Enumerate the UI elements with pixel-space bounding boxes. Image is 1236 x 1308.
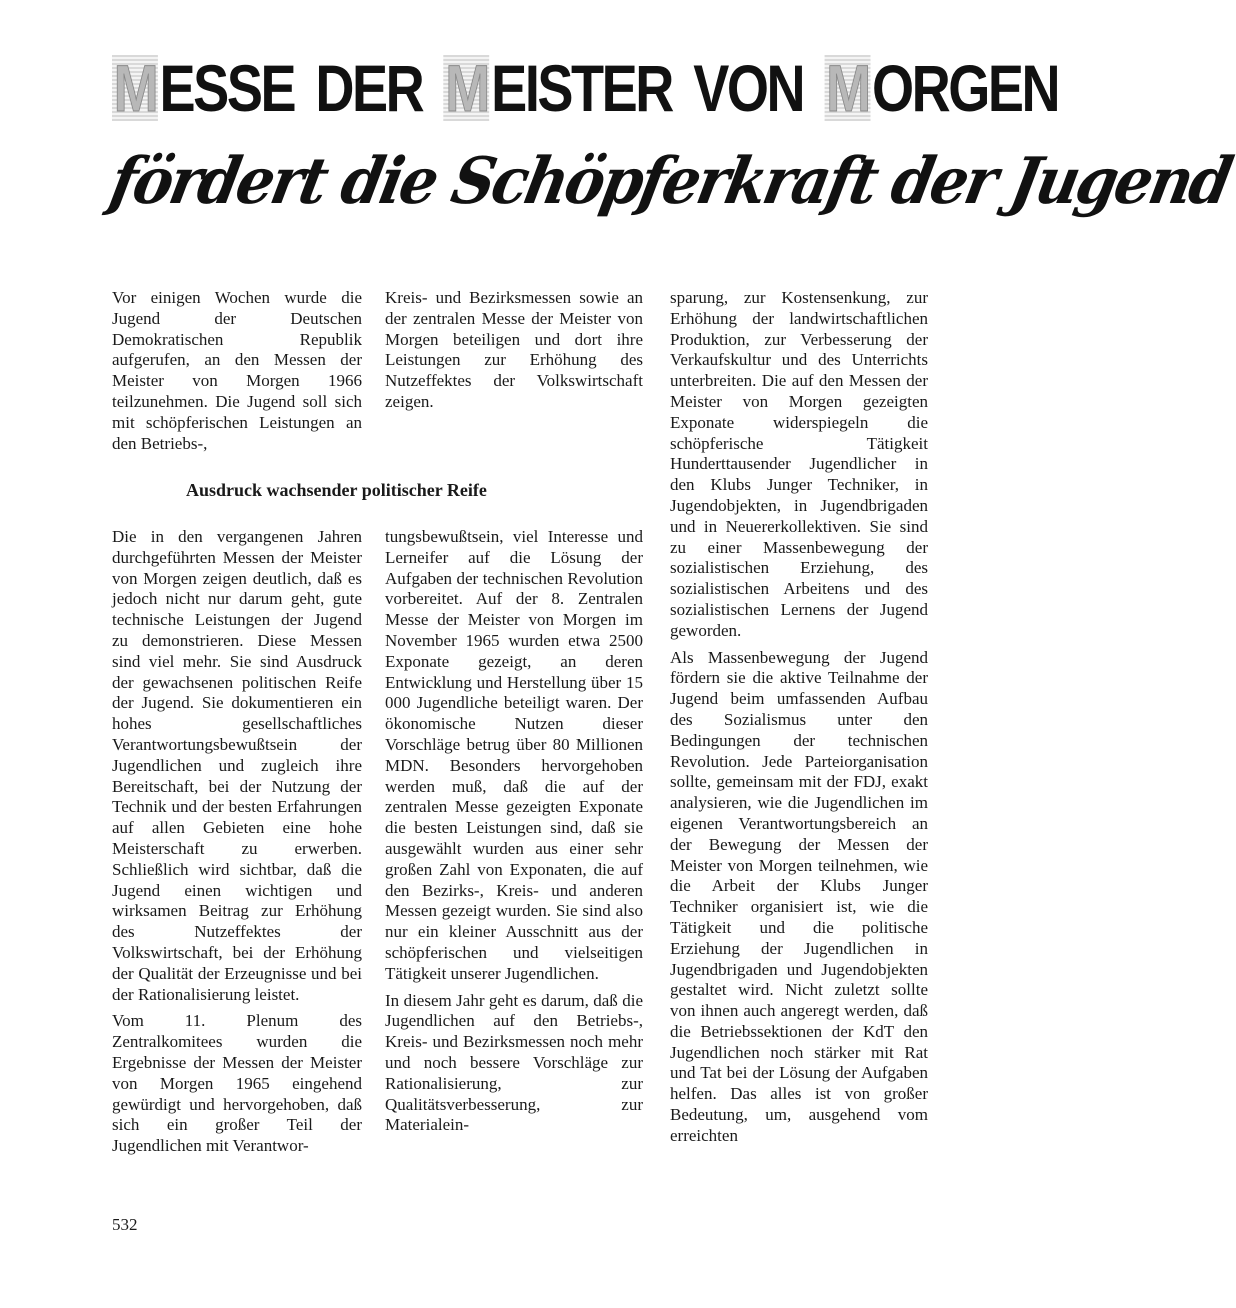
body-column-3 (670, 288, 928, 1147)
body-paragraph: tungsbewußtsein, viel Interesse und Lerneifer auf die Lösung der Aufgaben der technischen Revolution vorbereitet. Auf der 8. Zentralen Messe der Meister von Morgen im November 1965 wurden etwa 2500 Exponate gezeigt, an deren Entwicklung und Herstellung über 15 000 Jugendliche beteiligt waren. Der ökonomische Nutzen dieser Vorschläge betrug über 80 Millionen MDN. Besonders hervorgehoben werden muß, daß die auf der zentralen Messe gezeigten Exponate die besten Leistungen sind, daß sie ausgewählt wurden aus einer sehr großen Zahl von Exponaten, die auf den Bezirks-, Kreis- und anderen Messen gezeigt wurden. Sie sind also nur ein kleiner Ausschnitt aus der schöpferischen und vielseitigen Tätigkeit unserer Jugendlichen. (385, 527, 643, 983)
body-column-2 (385, 527, 643, 1136)
intro-paragraph-2: Kreis- und Bezirksmessen sowie an der zentralen Messe der Meister von Morgen beteiligen und dort ihre Leistungen zur Erhöhung des Nutzeffektes der Volkswirtschaft zeigen. (385, 288, 643, 411)
headline-word-3: MEISTER (445, 51, 672, 125)
headline-word-2: DER (315, 51, 423, 125)
headline-word-1: MESSE (113, 51, 295, 125)
body-paragraph: Die in den vergangenen Jahren durchgeführten Messen der Meister von Morgen zeigen deutlich, daß es jedoch nicht nur darum geht, gute technische Leistungen der Jugend zu demonstrieren. Diese Messen sind viel mehr. Sie sind Ausdruck der gewachsenen politischen Reife der Jugend. Sie dokumentieren ein hohes gesellschaftliches Verantwortungsbewußtsein der Jugendlichen und zugleich ihre Bereitschaft, bei der Nutzung der Technik und der besten Erfahrungen auf allen Gebieten eine hohe Meisterschaft zu erwerben. Schließlich wird sichtbar, daß die Jugend einen wichtigen und wirksamen Beitrag zur Erhöhung des Nutzeffektes der Volkswirtschaft, bei der Erhöhung der Qualität der Erzeugnisse und bei der Rationalisierung leistet. (112, 527, 362, 1004)
body-paragraph: In diesem Jahr geht es darum, daß die Jugendlichen auf den Betriebs-, Kreis- und Bezirksmessen noch mehr und noch bessere Vorschläge zur Rationalisierung, zur Qualitätsverbesserung, zur Materialein- (385, 990, 643, 1135)
headline-word-5: MORGEN (826, 51, 1059, 125)
headline (112, 48, 1059, 128)
subheadline: fördert die Schöpferkraft der Jugend (104, 144, 1236, 219)
body-paragraph: sparung, zur Kostensenkung, zur Erhöhung der landwirtschaftlichen Produktion, zur Verbesserung der Verkaufskultur und des Unterrichts unterbreiten. Die auf den Messen der Meister von Morgen gezeigten Exponate widerspiegeln die schöpferische Tätigkeit Hunderttausender Jugendlicher in den Klubs Junger Techniker, in Jugendobjekten, in Jugendbrigaden und in Neuererkollektiven. Sie sind zu einer Massenbewegung der sozialistischen Erziehung, des sozialistischen Arbeitens und des sozialistischen Lernens der Jugend geworden. (670, 288, 928, 640)
section-heading: Ausdruck wachsender politischer Reife (186, 480, 487, 500)
intro-column-2 (385, 288, 643, 413)
intro-paragraph-1: Vor einigen Wochen wurde die Jugend der Deutschen Demokratischen Republik aufgerufen, an den Messen der Meister von Morgen 1966 teilzunehmen. Die Jugend soll sich mit schöpferischen Leistungen an den Betriebs-, (112, 288, 362, 453)
page-number: 532 (112, 1215, 138, 1234)
body-paragraph: Als Massenbewegung der Jugend fördern sie die aktive Teilnahme der Jugend beim umfassenden Aufbau des Sozialismus unter den Bedingungen der technischen Revolution. Jede Parteiorganisation sollte, gemeinsam mit der FDJ, exakt analysieren, wie die Jugendlichen im eigenen Verantwortungsbereich an der Bewegung der Messen der Meister von Morgen teilnehmen, wie die Arbeit der Klubs Junger Techniker organisiert ist, wie die Tätigkeit und die politische Erziehung der Jugendlichen in Jugendbrigaden und Jugendobjekten gestaltet wird. Nicht zuletzt sollte von ihnen auch angeregt werden, daß die Betriebssektionen der KdT den Jugendlichen noch stärker mit Rat und Tat bei der Lösung der Aufgaben helfen. Das alles ist von großer Bedeutung, um, ausgehend vom erreichten (670, 647, 928, 1145)
headline-word-4: VON (693, 51, 804, 125)
intro-column-1 (112, 288, 362, 454)
body-column-1 (112, 527, 362, 1157)
body-paragraph: Vom 11. Plenum des Zentralkomitees wurden die Ergebnisse der Messen der Meister von Morgen 1965 eingehend gewürdigt und hervorgehoben, daß sich ein großer Teil der Jugendlichen mit Verantwor- (112, 1011, 362, 1156)
